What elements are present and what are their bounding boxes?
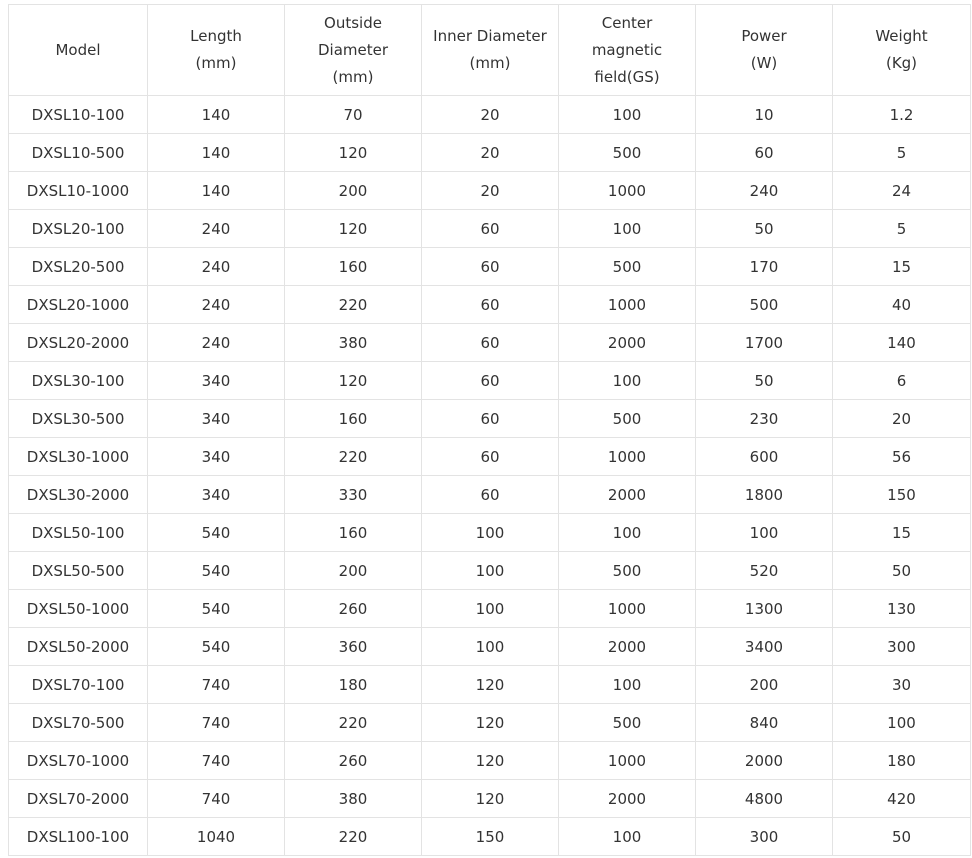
table-cell: 200: [285, 552, 422, 590]
table-cell: 60: [422, 362, 559, 400]
table-cell: 500: [559, 134, 696, 172]
spec-table-container: [8, 4, 971, 856]
table-cell: 3400: [696, 628, 833, 666]
table-row: [9, 286, 971, 324]
table-cell: 1000: [559, 172, 696, 210]
table-cell: 500: [696, 286, 833, 324]
column-header: [833, 5, 971, 96]
table-cell: 2000: [559, 476, 696, 514]
model-cell: DXSL30-500: [9, 400, 148, 438]
table-cell: 100: [422, 552, 559, 590]
model-cell: DXSL70-2000: [9, 780, 148, 818]
table-cell: 240: [148, 210, 285, 248]
table-row: [9, 210, 971, 248]
model-cell: DXSL10-100: [9, 96, 148, 134]
table-cell: 150: [833, 476, 971, 514]
table-row: [9, 172, 971, 210]
table-cell: 120: [285, 134, 422, 172]
table-cell: 60: [422, 324, 559, 362]
table-cell: 150: [422, 818, 559, 856]
table-row: [9, 400, 971, 438]
table-cell: 5: [833, 134, 971, 172]
table-cell: 740: [148, 666, 285, 704]
table-cell: 100: [559, 514, 696, 552]
model-cell: DXSL70-500: [9, 704, 148, 742]
table-cell: 60: [422, 210, 559, 248]
column-header: [285, 5, 422, 96]
table-cell: 1700: [696, 324, 833, 362]
table-cell: 160: [285, 514, 422, 552]
table-cell: 100: [559, 96, 696, 134]
model-cell: DXSL10-500: [9, 134, 148, 172]
table-cell: 15: [833, 248, 971, 286]
column-header-line: field(GS): [594, 67, 660, 86]
column-header-line: Outside: [324, 13, 382, 32]
column-header-line: Center: [601, 13, 653, 32]
table-cell: 220: [285, 438, 422, 476]
table-cell: 840: [696, 704, 833, 742]
table-cell: 160: [285, 400, 422, 438]
table-cell: 100: [696, 514, 833, 552]
table-cell: 50: [696, 362, 833, 400]
table-cell: 170: [696, 248, 833, 286]
table-row: [9, 704, 971, 742]
table-cell: 100: [559, 210, 696, 248]
table-cell: 220: [285, 818, 422, 856]
table-cell: 1000: [559, 742, 696, 780]
table-cell: 220: [285, 286, 422, 324]
table-row: [9, 248, 971, 286]
table-cell: 120: [285, 210, 422, 248]
table-row: [9, 666, 971, 704]
table-cell: 520: [696, 552, 833, 590]
spec-table: [8, 4, 971, 856]
table-cell: 20: [422, 96, 559, 134]
column-header-line: magnetic: [591, 40, 663, 59]
table-cell: 40: [833, 286, 971, 324]
table-cell: 100: [422, 628, 559, 666]
table-cell: 2000: [696, 742, 833, 780]
column-header-line: Diameter: [317, 40, 389, 59]
model-cell: DXSL50-100: [9, 514, 148, 552]
table-cell: 1040: [148, 818, 285, 856]
table-cell: 15: [833, 514, 971, 552]
table-cell: 500: [559, 552, 696, 590]
table-cell: 1000: [559, 590, 696, 628]
column-header-line: (mm): [469, 54, 511, 72]
table-cell: 60: [422, 438, 559, 476]
column-header: [9, 5, 148, 96]
model-cell: DXSL20-100: [9, 210, 148, 248]
model-cell: DXSL70-100: [9, 666, 148, 704]
table-cell: 540: [148, 552, 285, 590]
table-cell: 60: [422, 476, 559, 514]
model-cell: DXSL50-500: [9, 552, 148, 590]
table-cell: 260: [285, 590, 422, 628]
table-cell: 2000: [559, 628, 696, 666]
table-cell: 2000: [559, 780, 696, 818]
model-cell: DXSL30-1000: [9, 438, 148, 476]
table-cell: 50: [696, 210, 833, 248]
table-cell: 1000: [559, 286, 696, 324]
table-row: [9, 438, 971, 476]
table-cell: 180: [285, 666, 422, 704]
column-header-line: Power: [741, 27, 787, 45]
table-cell: 540: [148, 514, 285, 552]
model-cell: DXSL50-1000: [9, 590, 148, 628]
table-cell: 540: [148, 628, 285, 666]
table-cell: 330: [285, 476, 422, 514]
table-cell: 4800: [696, 780, 833, 818]
table-row: [9, 324, 971, 362]
table-cell: 20: [422, 134, 559, 172]
column-header-line: (Kg): [885, 54, 918, 72]
column-header-line: (W): [750, 54, 778, 72]
table-cell: 20: [833, 400, 971, 438]
table-cell: 500: [559, 704, 696, 742]
table-cell: 740: [148, 742, 285, 780]
table-cell: 500: [559, 400, 696, 438]
table-cell: 1300: [696, 590, 833, 628]
table-row: [9, 628, 971, 666]
table-cell: 2000: [559, 324, 696, 362]
table-row: [9, 362, 971, 400]
column-header-line: Inner Diameter: [433, 27, 547, 45]
table-cell: 340: [148, 438, 285, 476]
table-cell: 340: [148, 476, 285, 514]
table-cell: 240: [148, 324, 285, 362]
table-cell: 56: [833, 438, 971, 476]
column-header: [559, 5, 696, 96]
table-cell: 140: [148, 134, 285, 172]
table-cell: 200: [696, 666, 833, 704]
column-header-line: Model: [55, 40, 101, 59]
model-cell: DXSL100-100: [9, 818, 148, 856]
model-cell: DXSL70-1000: [9, 742, 148, 780]
table-cell: 600: [696, 438, 833, 476]
table-cell: 240: [696, 172, 833, 210]
table-cell: 50: [833, 818, 971, 856]
model-cell: DXSL20-2000: [9, 324, 148, 362]
table-cell: 420: [833, 780, 971, 818]
table-cell: 30: [833, 666, 971, 704]
table-row: [9, 818, 971, 856]
table-cell: 1000: [559, 438, 696, 476]
table-cell: 60: [422, 286, 559, 324]
model-cell: DXSL50-2000: [9, 628, 148, 666]
table-cell: 100: [559, 362, 696, 400]
table-cell: 540: [148, 590, 285, 628]
table-header-row: [9, 5, 971, 96]
table-cell: 140: [148, 96, 285, 134]
table-cell: 100: [422, 514, 559, 552]
table-cell: 120: [422, 780, 559, 818]
table-cell: 120: [422, 666, 559, 704]
table-cell: 340: [148, 400, 285, 438]
table-row: [9, 780, 971, 818]
model-cell: DXSL10-1000: [9, 172, 148, 210]
table-cell: 380: [285, 780, 422, 818]
table-cell: 740: [148, 704, 285, 742]
table-cell: 50: [833, 552, 971, 590]
table-cell: 160: [285, 248, 422, 286]
table-cell: 230: [696, 400, 833, 438]
table-cell: 500: [559, 248, 696, 286]
table-cell: 100: [559, 666, 696, 704]
table-cell: 100: [559, 818, 696, 856]
table-cell: 1800: [696, 476, 833, 514]
table-row: [9, 134, 971, 172]
table-cell: 70: [285, 96, 422, 134]
table-cell: 300: [696, 818, 833, 856]
table-cell: 1.2: [833, 96, 971, 134]
table-cell: 340: [148, 362, 285, 400]
table-cell: 60: [422, 248, 559, 286]
table-cell: 200: [285, 172, 422, 210]
table-cell: 24: [833, 172, 971, 210]
table-cell: 60: [422, 400, 559, 438]
table-cell: 380: [285, 324, 422, 362]
model-cell: DXSL30-100: [9, 362, 148, 400]
model-cell: DXSL20-1000: [9, 286, 148, 324]
table-row: [9, 96, 971, 134]
table-cell: 740: [148, 780, 285, 818]
table-cell: 260: [285, 742, 422, 780]
column-header-line: Weight: [875, 27, 928, 45]
table-body: [9, 96, 971, 856]
table-cell: 240: [148, 248, 285, 286]
table-cell: 300: [833, 628, 971, 666]
table-cell: 130: [833, 590, 971, 628]
column-header: [696, 5, 833, 96]
table-cell: 5: [833, 210, 971, 248]
column-header-line: (mm): [195, 54, 237, 72]
table-cell: 120: [285, 362, 422, 400]
table-cell: 220: [285, 704, 422, 742]
table-cell: 240: [148, 286, 285, 324]
table-cell: 10: [696, 96, 833, 134]
table-cell: 120: [422, 704, 559, 742]
column-header: [148, 5, 285, 96]
table-cell: 120: [422, 742, 559, 780]
column-header: [422, 5, 559, 96]
table-cell: 360: [285, 628, 422, 666]
model-cell: DXSL20-500: [9, 248, 148, 286]
table-row: [9, 742, 971, 780]
table-row: [9, 552, 971, 590]
table-row: [9, 476, 971, 514]
table-row: [9, 590, 971, 628]
table-cell: 100: [833, 704, 971, 742]
model-cell: DXSL30-2000: [9, 476, 148, 514]
table-cell: 140: [833, 324, 971, 362]
column-header-line: (mm): [332, 67, 374, 86]
table-cell: 180: [833, 742, 971, 780]
table-cell: 100: [422, 590, 559, 628]
table-cell: 60: [696, 134, 833, 172]
table-row: [9, 514, 971, 552]
table-cell: 20: [422, 172, 559, 210]
table-cell: 6: [833, 362, 971, 400]
column-header-line: Length: [190, 27, 242, 45]
table-cell: 140: [148, 172, 285, 210]
